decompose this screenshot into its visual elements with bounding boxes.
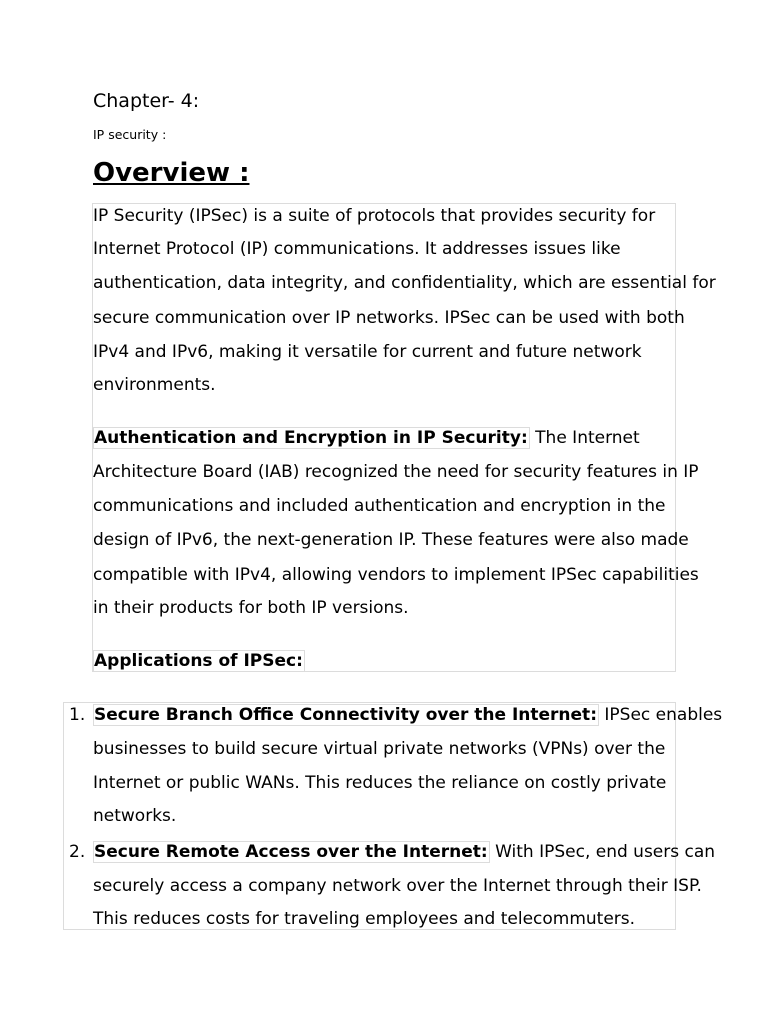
list-item-line: businesses to build secure virtual private networks (VPNs) over the bbox=[93, 739, 666, 759]
intro-line: environments. bbox=[93, 375, 216, 395]
list-item-line: Internet or public WANs. This reduces the reliance on costly private bbox=[93, 773, 667, 793]
auth-first-line-text: The Internet bbox=[529, 428, 640, 448]
auth-heading: Authentication and Encryption in IP Security: bbox=[94, 428, 528, 448]
section-subtitle: IP security : bbox=[93, 127, 167, 142]
list-item-line: networks. bbox=[93, 806, 177, 826]
auth-line: in their products for both IP versions. bbox=[93, 598, 409, 618]
intro-line: Internet Protocol (IP) communications. It addresses issues like bbox=[93, 239, 621, 259]
auth-line: Architecture Board (IAB) recognized the need for security features in IP bbox=[93, 462, 699, 482]
intro-line: authentication, data integrity, and confidentiality, which are essential for bbox=[93, 273, 716, 293]
list-item-first-line-text: IPSec enables bbox=[599, 705, 723, 725]
list-item-first-line-text: With IPSec, end users can bbox=[489, 842, 716, 862]
list-item-first-line bbox=[93, 841, 715, 863]
intro-line: secure communication over IP networks. IPSec can be used with both bbox=[93, 308, 685, 328]
overview-heading: Overview : bbox=[93, 158, 250, 188]
list-number: 2. bbox=[69, 842, 86, 862]
intro-line: IP Security (IPSec) is a suite of protocols that provides security for bbox=[93, 206, 656, 226]
auth-first-line bbox=[93, 427, 640, 449]
list-item-title: Secure Remote Access over the Internet: bbox=[94, 842, 488, 862]
list-item-line: securely access a company network over the Internet through their ISP. bbox=[93, 876, 702, 896]
list-item-title: Secure Branch Office Connectivity over the Internet: bbox=[94, 705, 597, 725]
auth-line: design of IPv6, the next-generation IP. These features were also made bbox=[93, 530, 689, 550]
list-item-line: This reduces costs for traveling employees and telecommuters. bbox=[93, 909, 636, 929]
list-item-first-line bbox=[93, 704, 722, 726]
auth-line: communications and included authentication and encryption in the bbox=[93, 496, 666, 516]
list-number: 1. bbox=[69, 705, 86, 725]
applications-heading: Applications of IPSec: bbox=[94, 651, 303, 671]
intro-line: IPv4 and IPv6, making it versatile for current and future network bbox=[93, 342, 642, 362]
auth-line: compatible with IPv4, allowing vendors to implement IPSec capabilities bbox=[93, 565, 699, 585]
applications-heading-line bbox=[93, 650, 305, 672]
chapter-title: Chapter- 4: bbox=[93, 90, 200, 112]
